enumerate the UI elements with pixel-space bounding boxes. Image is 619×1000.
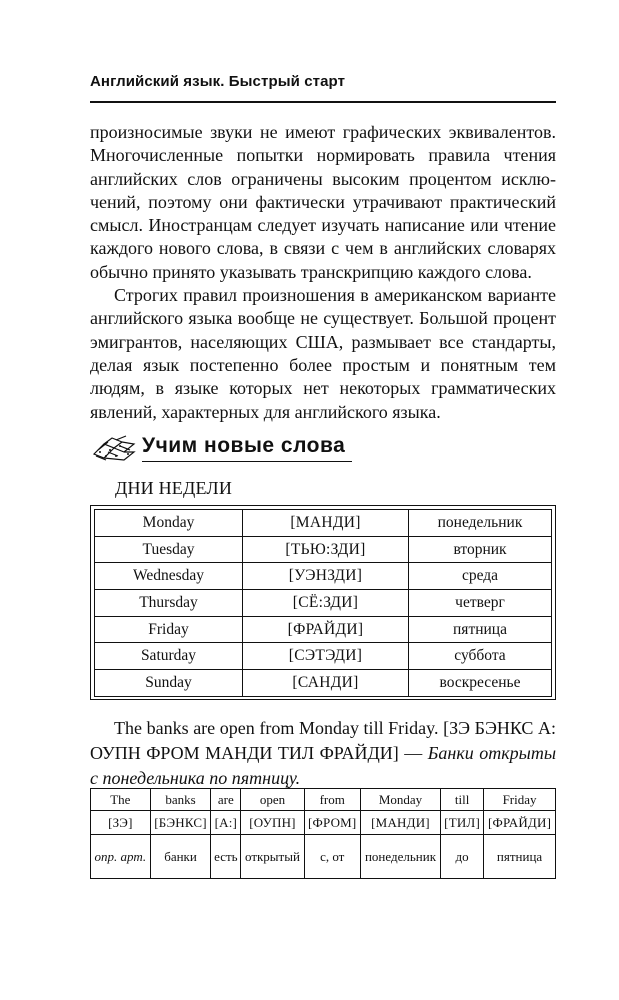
- day-name: Sunday: [95, 670, 243, 697]
- day-name: Thursday: [95, 590, 243, 617]
- transcription-cell: [ТИЛ]: [441, 811, 484, 835]
- days-table-row: [95, 536, 552, 563]
- section-heading: [90, 432, 370, 466]
- day-name: Friday: [95, 616, 243, 643]
- day-transcription: [СЭТЭДИ]: [243, 643, 409, 670]
- running-head: Английский язык. Быстрый старт: [90, 73, 346, 90]
- day-name: Wednesday: [95, 563, 243, 590]
- days-table-row: [95, 510, 552, 537]
- transcription-cell: [БЭНКС]: [150, 811, 211, 835]
- days-table: [94, 509, 552, 697]
- example-sentence: The banks are open from Monday till Friday. [ЗЭ БЭНКС А: ОУПН ФРОМ МАНДИ ТИЛ ФРАЙДИ] —: [90, 718, 556, 763]
- day-transcription: [УЭНЗДИ]: [243, 563, 409, 590]
- day-translation: вторник: [409, 536, 552, 563]
- day-translation: пятница: [409, 616, 552, 643]
- translation-cell: есть: [211, 835, 241, 879]
- transcription-cell: [А:]: [211, 811, 241, 835]
- translation-cell: до: [441, 835, 484, 879]
- example-paragraph: [90, 716, 556, 791]
- day-name: Saturday: [95, 643, 243, 670]
- days-table-row: [95, 590, 552, 617]
- example-text: [90, 716, 556, 791]
- day-translation: воскресенье: [409, 670, 552, 697]
- word-table: [90, 788, 556, 879]
- word-cell: Monday: [360, 789, 440, 811]
- day-transcription: [ФРАЙДИ]: [243, 616, 409, 643]
- day-name: Tuesday: [95, 536, 243, 563]
- word-cell: from: [304, 789, 360, 811]
- paragraph-2: Строгих правил произношения в американском варианте английского языка вообще не существует. Большой процент эмигрантов, населяющих США, размывает все стандарты, делая язык постепенно более простым и понятным тем людям, в языке которых нет некоторых грамматических явлений, характерных для английского языка.: [90, 285, 556, 422]
- translation-cell: пятница: [484, 835, 556, 879]
- translation-cell: опр. арт.: [91, 835, 151, 879]
- days-table-row: [95, 563, 552, 590]
- word-cell: The: [91, 789, 151, 811]
- word-cell: banks: [150, 789, 211, 811]
- word-table-translation-row: [91, 835, 556, 879]
- translation-cell: с, от: [304, 835, 360, 879]
- transcription-cell: [ФРАЙДИ]: [484, 811, 556, 835]
- example-translation: Банки открыты с понедельника по пятницу.: [90, 743, 557, 788]
- word-table-transcription-row: [91, 811, 556, 835]
- books-icon: [90, 432, 140, 462]
- day-transcription: [СЁ:ЗДИ]: [243, 590, 409, 617]
- translation-cell: понедельник: [360, 835, 440, 879]
- word-cell: are: [211, 789, 241, 811]
- day-translation: среда: [409, 563, 552, 590]
- body-text: [90, 121, 556, 424]
- word-cell: till: [441, 789, 484, 811]
- word-table-words-row: [91, 789, 556, 811]
- days-table-row: [95, 643, 552, 670]
- word-cell: Friday: [484, 789, 556, 811]
- day-translation: четверг: [409, 590, 552, 617]
- transcription-cell: [ФРОМ]: [304, 811, 360, 835]
- translation-cell: банки: [150, 835, 211, 879]
- days-table-row: [95, 670, 552, 697]
- header-rule: [90, 101, 556, 103]
- day-name: Monday: [95, 510, 243, 537]
- transcription-cell: [ОУПН]: [241, 811, 304, 835]
- day-translation: суббота: [409, 643, 552, 670]
- days-heading: ДНИ НЕДЕЛИ: [115, 478, 233, 498]
- day-transcription: [МАНДИ]: [243, 510, 409, 537]
- word-cell: open: [241, 789, 304, 811]
- day-transcription: [ТЬЮ:ЗДИ]: [243, 536, 409, 563]
- section-title: Учим новые слова: [142, 434, 346, 457]
- translation-cell: открытый: [241, 835, 304, 879]
- day-translation: понедельник: [409, 510, 552, 537]
- paragraph-1: произносимые звуки не имеют графических эквивалентов. Многочисленные попытки нормировать правила чтения английских слов ограничены высоким процентом исключений, поэтому они фактически утрачивают практический смысл. Иностранцам следует изучать написание или чтение каждого нового слова, в связи с чем в английских словарях обычно принято указывать транскрипцию каждого слова.: [90, 122, 556, 282]
- days-table-frame: [90, 505, 556, 700]
- transcription-cell: [ЗЭ]: [91, 811, 151, 835]
- transcription-cell: [МАНДИ]: [360, 811, 440, 835]
- days-table-row: [95, 616, 552, 643]
- section-underline: [142, 461, 352, 462]
- day-transcription: [САНДИ]: [243, 670, 409, 697]
